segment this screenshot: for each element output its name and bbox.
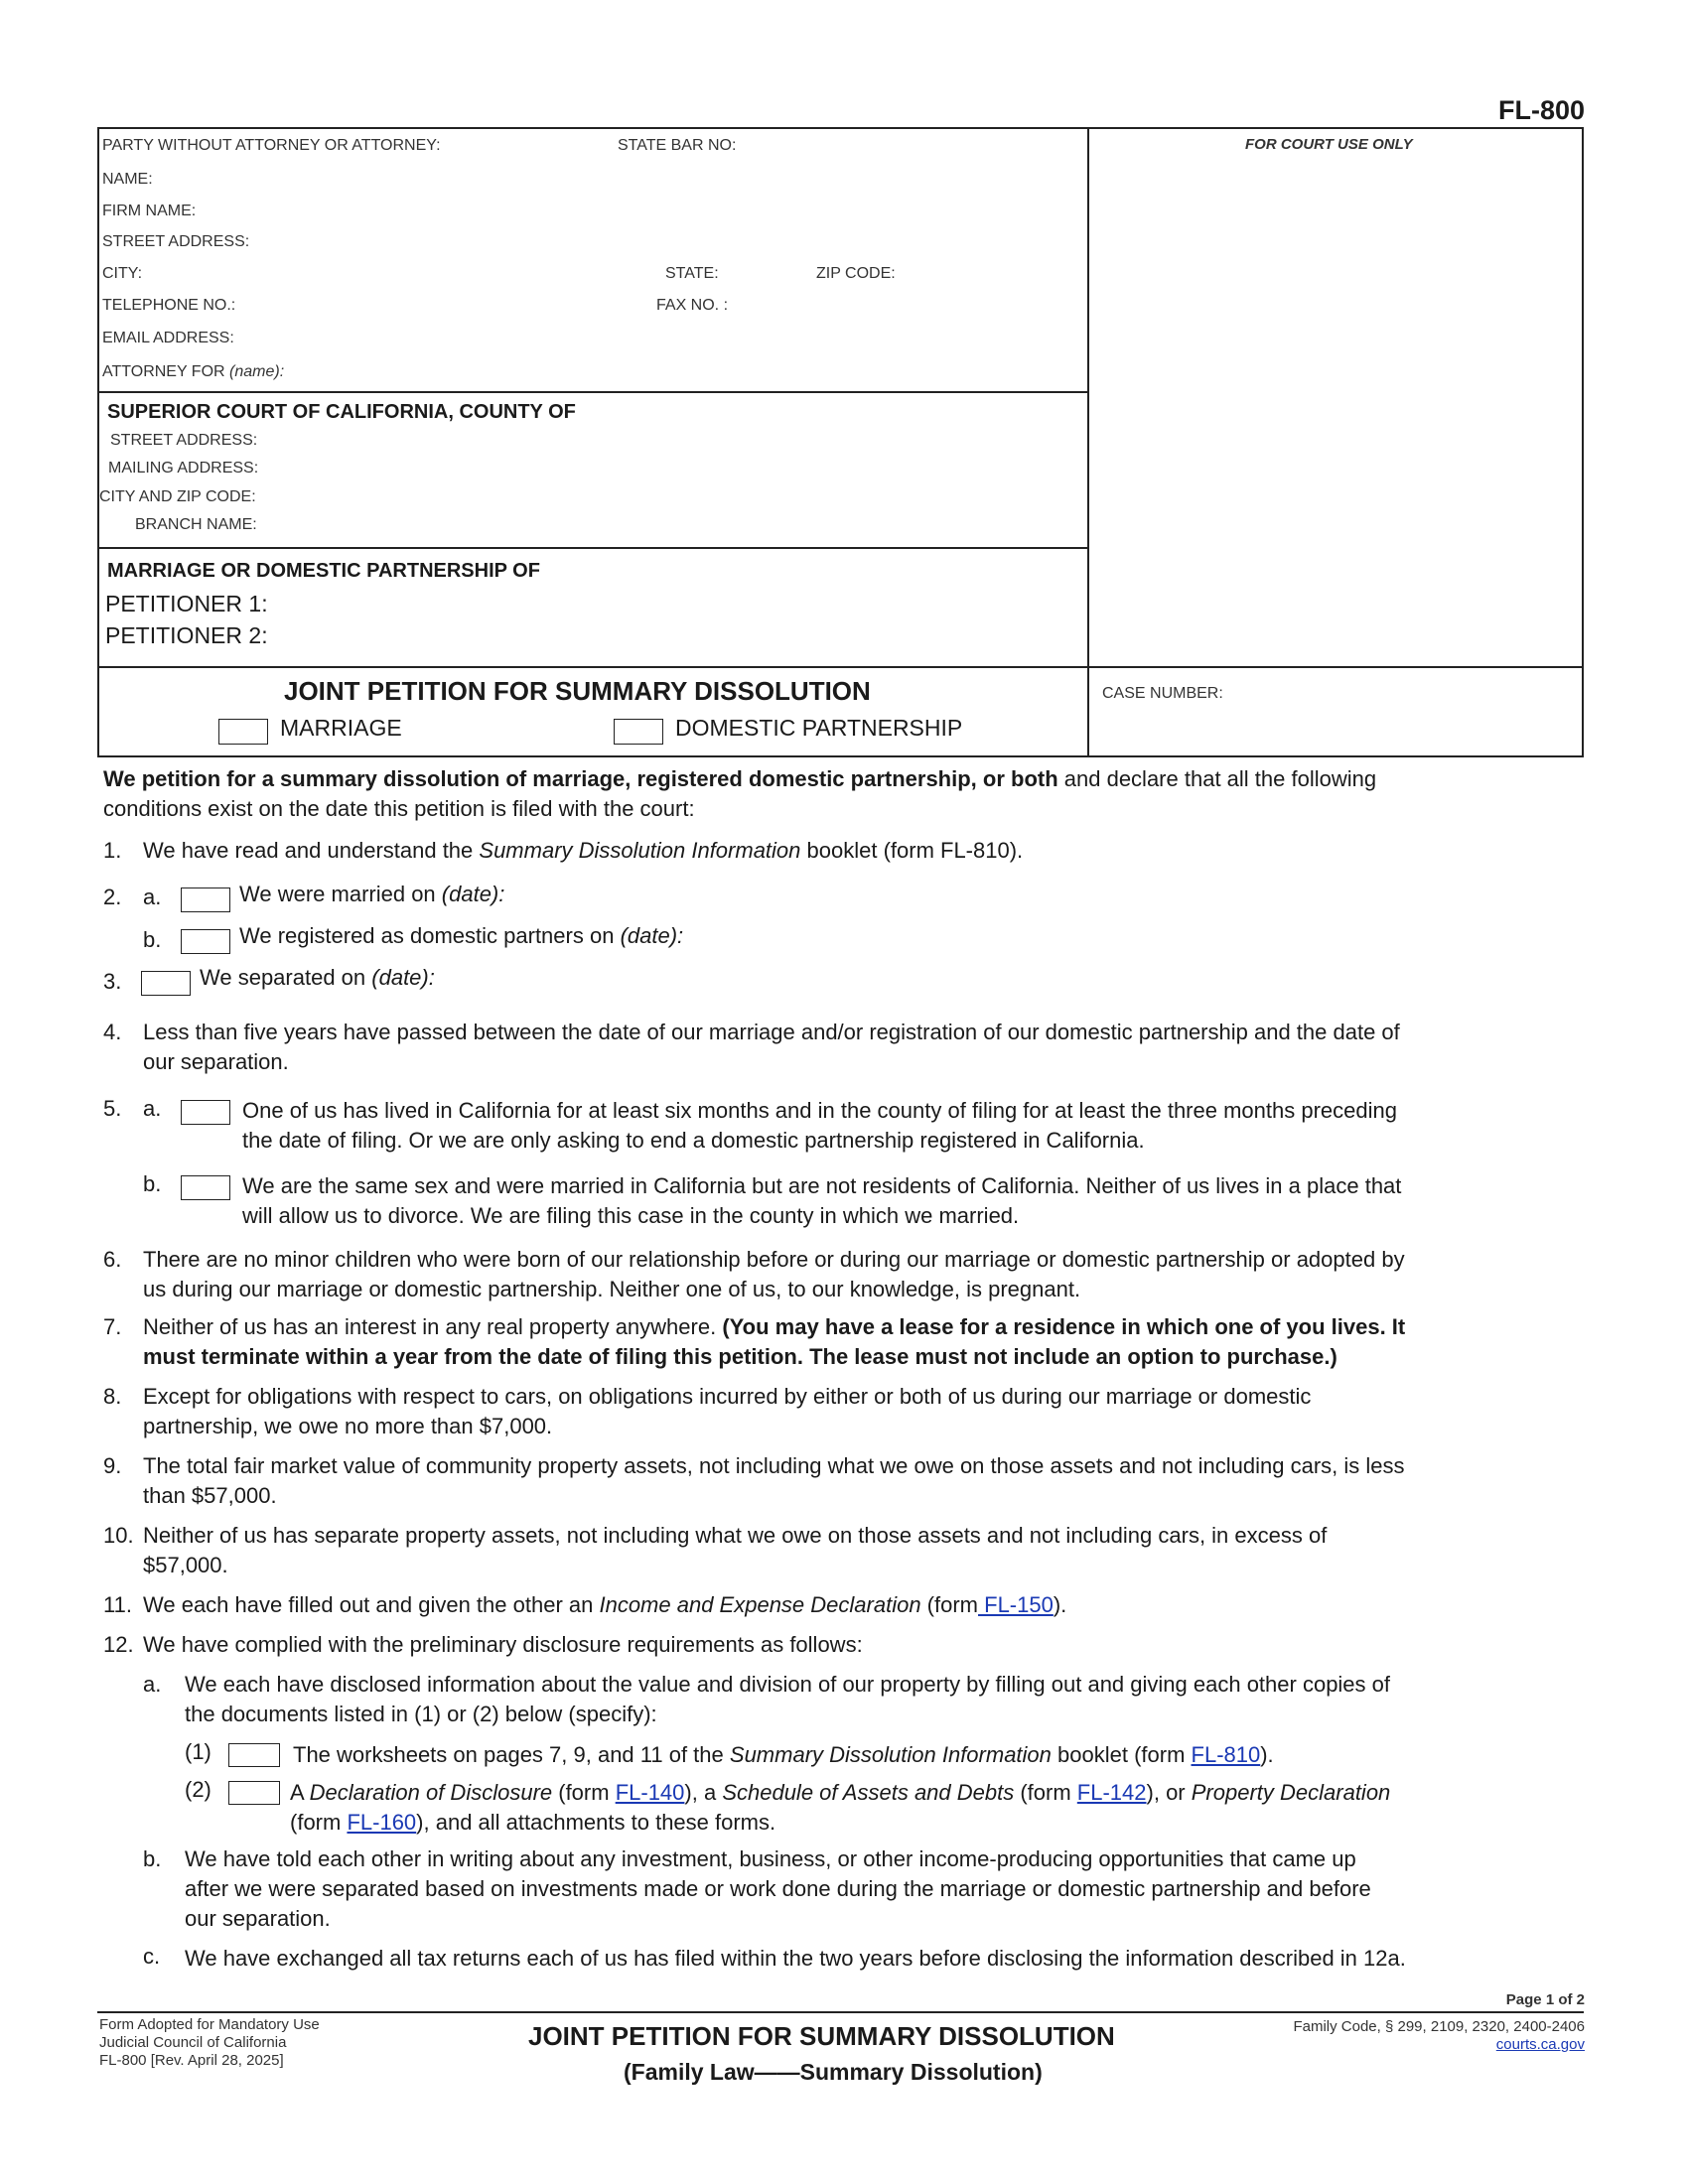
item-12b-letter: b. bbox=[143, 1846, 162, 1871]
domestic-partnership-option-label: DOMESTIC PARTNERSHIP bbox=[675, 715, 963, 741]
item-7-line-2: must terminate within a year from the date of filing this petition. The lease must not include an option to purchase.) bbox=[143, 1344, 1337, 1369]
telephone-label: TELEPHONE NO.: bbox=[102, 297, 236, 314]
item-9-line-1: The total fair market value of community property assets, not including what we owe on those assets and not including cars, is less bbox=[143, 1453, 1405, 1478]
residency-checkbox[interactable] bbox=[181, 1100, 230, 1125]
marriage-checkbox[interactable] bbox=[218, 719, 268, 745]
item-12a2-number: (2) bbox=[185, 1777, 211, 1802]
item-12b-line-2: after we were separated based on investments made or work done during the marriage or domestic partnership and before bbox=[185, 1876, 1371, 1901]
court-use-label: FOR COURT USE ONLY bbox=[1245, 136, 1413, 153]
declaration-checkbox[interactable] bbox=[228, 1781, 280, 1805]
item-4-number: 4. bbox=[103, 1020, 122, 1044]
state-label: STATE: bbox=[665, 265, 719, 282]
header-vertical-divider bbox=[1087, 127, 1089, 757]
item-10-number: 10. bbox=[103, 1523, 134, 1548]
footer-rule bbox=[97, 2011, 1584, 2013]
court-mailing-label: MAILING ADDRESS: bbox=[108, 460, 259, 477]
attorney-for-label: ATTORNEY FOR (name): bbox=[102, 363, 285, 380]
intro-line-1: We petition for a summary dissolution of marriage, registered domestic partnership, or both and declare that all the following bbox=[103, 766, 1377, 791]
header-divider-1 bbox=[97, 391, 1089, 393]
adopted-line-3: FL-800 [Rev. April 28, 2025] bbox=[99, 2052, 284, 2069]
item-5a-letter: a. bbox=[143, 1096, 162, 1121]
court-title: SUPERIOR COURT OF CALIFORNIA, COUNTY OF bbox=[107, 401, 576, 423]
firm-name-label: FIRM NAME: bbox=[102, 203, 197, 219]
item-12b-line-3: our separation. bbox=[185, 1906, 331, 1931]
header-divider-3 bbox=[97, 666, 1584, 668]
item-12-number: 12. bbox=[103, 1632, 134, 1657]
email-label: EMAIL ADDRESS: bbox=[102, 330, 234, 346]
item-6-number: 6. bbox=[103, 1247, 122, 1272]
item-11-text: We each have filled out and given the other an Income and Expense Declaration (form FL-150). bbox=[143, 1592, 1067, 1617]
item-4-line-2: our separation. bbox=[143, 1049, 289, 1074]
item-12a-line-2: the documents listed in (1) or (2) below (specify): bbox=[185, 1702, 657, 1726]
item-12a2-line-1: A Declaration of Disclosure (form FL-140), a Schedule of Assets and Debts (form FL-142), or Property Declaration bbox=[290, 1780, 1391, 1805]
item-8-line-1: Except for obligations with respect to cars, on obligations incurred by either or both of us during our marriage or domestic bbox=[143, 1384, 1312, 1409]
item-8-number: 8. bbox=[103, 1384, 122, 1409]
footer-subtitle: (Family Law——Summary Dissolution) bbox=[624, 2059, 1043, 2085]
item-10-line-1: Neither of us has separate property assets, not including what we owe on those assets and not including cars, in excess of bbox=[143, 1523, 1328, 1548]
zip-code-label: ZIP CODE: bbox=[816, 265, 896, 282]
city-label: CITY: bbox=[102, 265, 143, 282]
party-label: PARTY WITHOUT ATTORNEY OR ATTORNEY: bbox=[102, 137, 441, 154]
item-2-number: 2. bbox=[103, 885, 122, 909]
item-12a2-line-2: (form FL-160), and all attachments to these forms. bbox=[290, 1810, 776, 1835]
item-9-number: 9. bbox=[103, 1453, 122, 1478]
item-12c-letter: c. bbox=[143, 1944, 161, 1969]
court-branch-label: BRANCH NAME: bbox=[135, 516, 257, 533]
marriage-title: MARRIAGE OR DOMESTIC PARTNERSHIP OF bbox=[107, 560, 540, 582]
item-1-number: 1. bbox=[103, 838, 122, 863]
page-indicator: Page 1 of 2 bbox=[1505, 1991, 1585, 2008]
header-box bbox=[97, 127, 1584, 757]
item-1-text: We have read and understand the Summary Dissolution Information booklet (form FL-810). bbox=[143, 838, 1024, 863]
petition-title: JOINT PETITION FOR SUMMARY DISSOLUTION bbox=[284, 676, 871, 706]
item-7-number: 7. bbox=[103, 1314, 122, 1339]
domestic-partnership-checkbox[interactable] bbox=[614, 719, 663, 745]
state-bar-label: STATE BAR NO: bbox=[618, 137, 737, 154]
item-12a1-number: (1) bbox=[185, 1739, 211, 1764]
case-number-label: CASE NUMBER: bbox=[1102, 685, 1223, 702]
item-5b-letter: b. bbox=[143, 1171, 162, 1196]
marriage-option-label: MARRIAGE bbox=[280, 715, 402, 741]
family-code-reference: Family Code, § 299, 2109, 2320, 2400-2406 bbox=[1293, 2018, 1585, 2035]
item-7-line-1: Neither of us has an interest in any real property anywhere. (You may have a lease for a residence in which one of you lives. It bbox=[143, 1314, 1406, 1339]
worksheets-checkbox[interactable] bbox=[228, 1743, 280, 1767]
court-street-label: STREET ADDRESS: bbox=[110, 432, 258, 449]
item-5-number: 5. bbox=[103, 1096, 122, 1121]
item-3-text: We separated on (date): bbox=[200, 965, 435, 990]
court-city-zip-label: CITY AND ZIP CODE: bbox=[99, 488, 256, 505]
item-2b-text: We registered as domestic partners on (date): bbox=[239, 923, 684, 948]
item-6-line-2: us during our marriage or domestic partnership. Neither one of us, to our knowledge, is pregnant. bbox=[143, 1277, 1081, 1301]
adopted-line-1: Form Adopted for Mandatory Use bbox=[99, 2016, 320, 2033]
item-12a-line-1: We each have disclosed information about the value and division of our property by filling out and giving each other copies of bbox=[185, 1672, 1391, 1697]
item-9-line-2: than $57,000. bbox=[143, 1483, 277, 1508]
adopted-line-2: Judicial Council of California bbox=[99, 2034, 287, 2051]
married-date-checkbox[interactable] bbox=[181, 887, 230, 912]
item-2a-text: We were married on (date): bbox=[239, 882, 505, 906]
item-2b-letter: b. bbox=[143, 927, 162, 952]
item-10-line-2: $57,000. bbox=[143, 1553, 228, 1577]
fl-810-link[interactable]: FL-810 bbox=[1191, 1742, 1261, 1767]
item-12-text: We have complied with the preliminary disclosure requirements as follows: bbox=[143, 1632, 863, 1657]
item-4-line-1: Less than five years have passed between the date of our marriage and/or registration of our domestic partnership and the date of bbox=[143, 1020, 1400, 1044]
footer-title: JOINT PETITION FOR SUMMARY DISSOLUTION bbox=[528, 2021, 1115, 2051]
petitioner-2-label: PETITIONER 2: bbox=[105, 622, 268, 648]
separated-date-checkbox[interactable] bbox=[141, 971, 191, 996]
fl-142-link[interactable]: FL-142 bbox=[1076, 1780, 1147, 1805]
item-12a-letter: a. bbox=[143, 1672, 162, 1697]
item-8-line-2: partnership, we owe no more than $7,000. bbox=[143, 1414, 553, 1438]
header-divider-2 bbox=[97, 547, 1089, 549]
item-6-line-1: There are no minor children who were born of our relationship before or during our marriage or domestic partnership or adopted by bbox=[143, 1247, 1405, 1272]
item-5b-line-2: will allow us to divorce. We are filing this case in the county in which we married. bbox=[242, 1203, 1020, 1228]
item-5a-line-1: One of us has lived in California for at least six months and in the county of filing for at least the three months preceding bbox=[242, 1098, 1397, 1123]
item-5b-line-1: We are the same sex and were married in California but are not residents of California. Neither of us lives in a place that bbox=[242, 1173, 1402, 1198]
item-3-number: 3. bbox=[103, 969, 122, 994]
item-2a-letter: a. bbox=[143, 885, 162, 909]
item-11-number: 11. bbox=[103, 1592, 132, 1617]
name-label: NAME: bbox=[102, 171, 153, 188]
street-address-label: STREET ADDRESS: bbox=[102, 233, 250, 250]
courts-website-link[interactable]: courts.ca.gov bbox=[1495, 2036, 1585, 2053]
form-number: FL-800 bbox=[1497, 95, 1585, 125]
item-12c-text: We have exchanged all tax returns each of us has filed within the two years before disclosing the information described in 12a. bbox=[185, 1946, 1406, 1971]
same-sex-checkbox[interactable] bbox=[181, 1175, 230, 1200]
registered-date-checkbox[interactable] bbox=[181, 929, 230, 954]
item-12b-line-1: We have told each other in writing about any investment, business, or other income-producing opportunities that came up bbox=[185, 1846, 1356, 1871]
fl-150-link[interactable]: FL-150 bbox=[978, 1592, 1054, 1617]
fl-160-link[interactable]: FL-160 bbox=[347, 1810, 417, 1835]
item-5a-line-2: the date of filing. Or we are only asking to end a domestic partnership registered in California. bbox=[242, 1128, 1145, 1153]
item-12a1-text: The worksheets on pages 7, 9, and 11 of the Summary Dissolution Information booklet (form FL-810). bbox=[293, 1742, 1274, 1767]
fax-label: FAX NO. : bbox=[656, 297, 729, 314]
petitioner-1-label: PETITIONER 1: bbox=[105, 591, 268, 616]
intro-line-2: conditions exist on the date this petition is filed with the court: bbox=[103, 796, 695, 821]
fl-140-link[interactable]: FL-140 bbox=[615, 1780, 685, 1805]
